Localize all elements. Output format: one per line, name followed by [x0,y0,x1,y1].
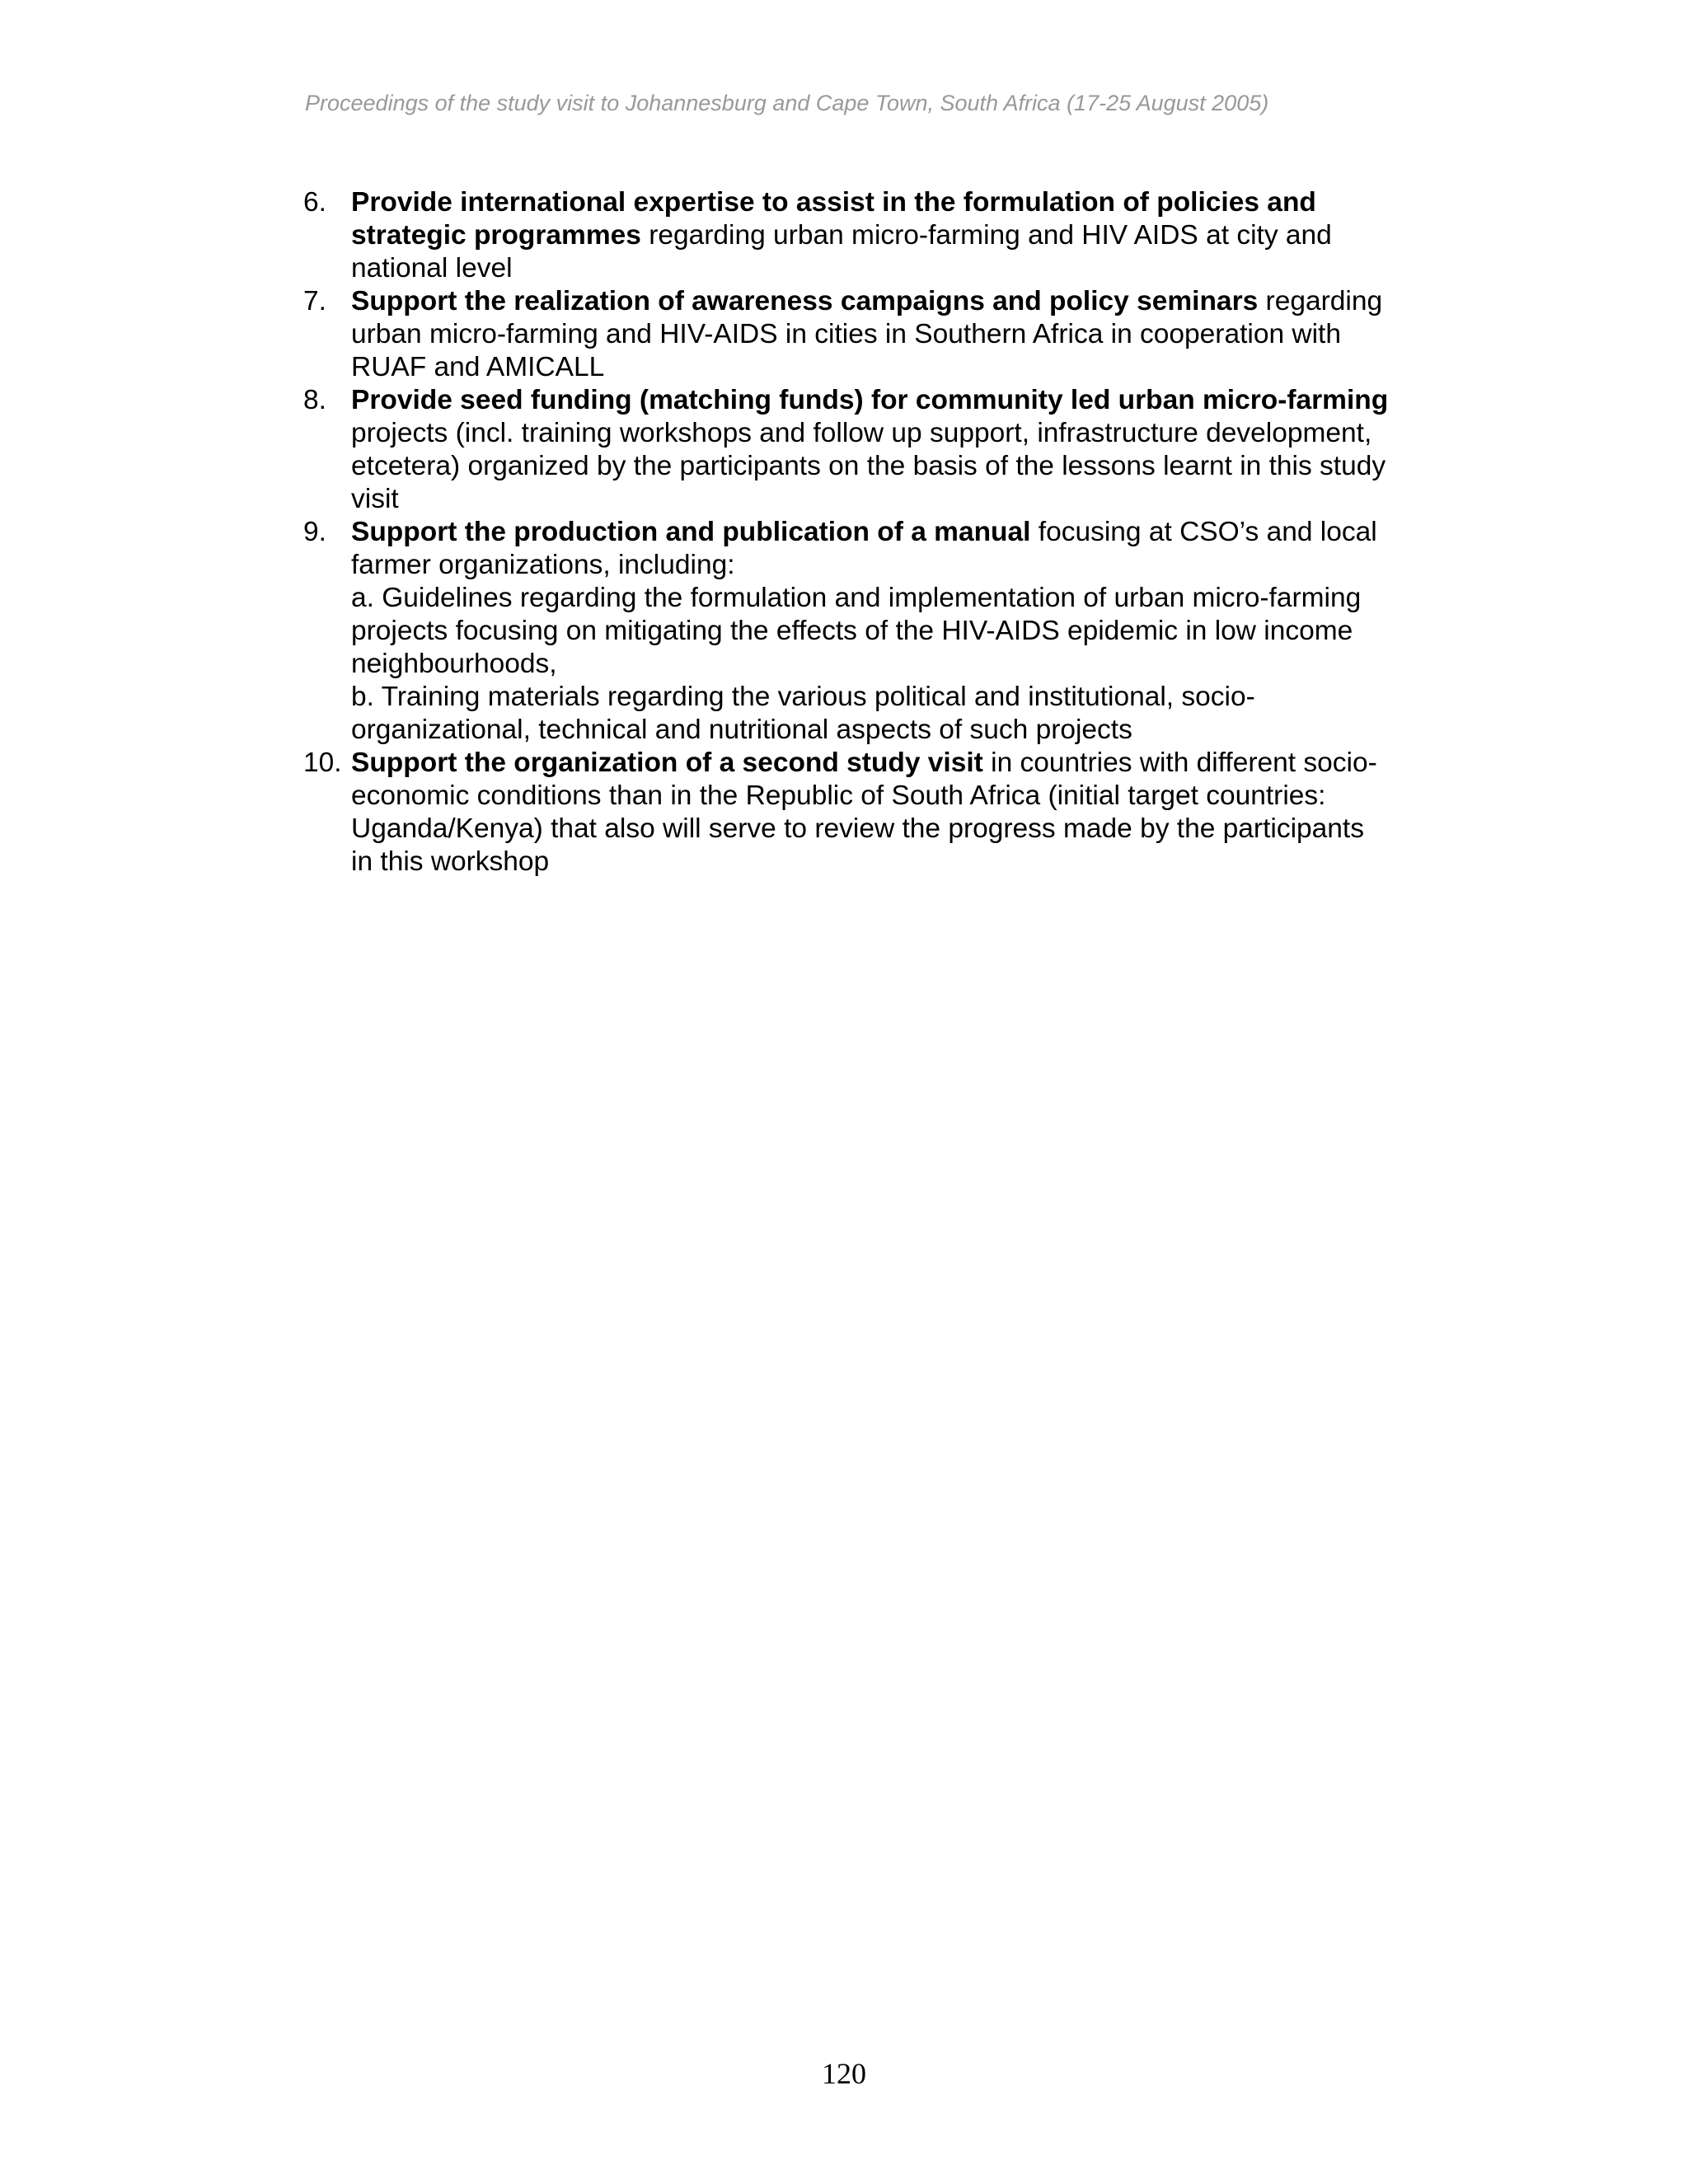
item-number: 10. [303,748,342,778]
recommendations-list [303,186,1391,879]
item-heading: Provide international expertise to assist in the formulation of policies and strategic programmes [351,187,1316,251]
item-text: focusing at CSO’s and local farmer organizations, including: [351,517,1377,580]
item-number: 7. [303,286,326,316]
item-heading: Support the production and publication of a manual [351,517,1031,547]
item-heading: Provide seed funding (matching funds) for community led urban micro-farming [351,385,1389,415]
list-item-9 [303,516,1391,747]
list-item-6 [303,186,1391,285]
item-heading: Support the organization of a second study visit [351,748,983,778]
item-heading: Support the realization of awareness campaigns and policy seminars [351,286,1259,316]
item-number: 9. [303,517,326,547]
page-number: 120 [822,2057,866,2090]
running-header: Proceedings of the study visit to Johannesburg and Cape Town, South Africa (17-25 August 2005) [305,91,1269,115]
item-text: in countries with different socio-economic conditions than in the Republic of South Africa (initial target countries: Uganda/Kenya) that also will serve to review the progress made by the participants in this workshop [351,748,1377,877]
item-text: projects (incl. training workshops and follow up support, infrastructure development, etcetera) organized by the participants on the basis of the lessons learnt in this study visit [351,418,1386,514]
item-number: 6. [303,187,326,218]
list-item-8 [303,384,1391,516]
sub-item-b: b. Training materials regarding the various political and institutional, socio-organizational, technical and nutritional aspects of such projects [351,682,1255,745]
item-text: regarding urban micro-farming and HIV-AIDS in cities in Southern Africa in cooperation with RUAF and AMICALL [351,286,1383,382]
list-item-7 [303,285,1391,384]
sub-item-a: a. Guidelines regarding the formulation and implementation of urban micro-farming projects focusing on mitigating the effects of the HIV-AIDS epidemic in low income neighbourhoods, [351,583,1362,679]
item-text: regarding urban micro-farming and HIV AIDS at city and national level [351,220,1332,284]
item-number: 8. [303,385,326,415]
list-item-10 [303,747,1391,879]
